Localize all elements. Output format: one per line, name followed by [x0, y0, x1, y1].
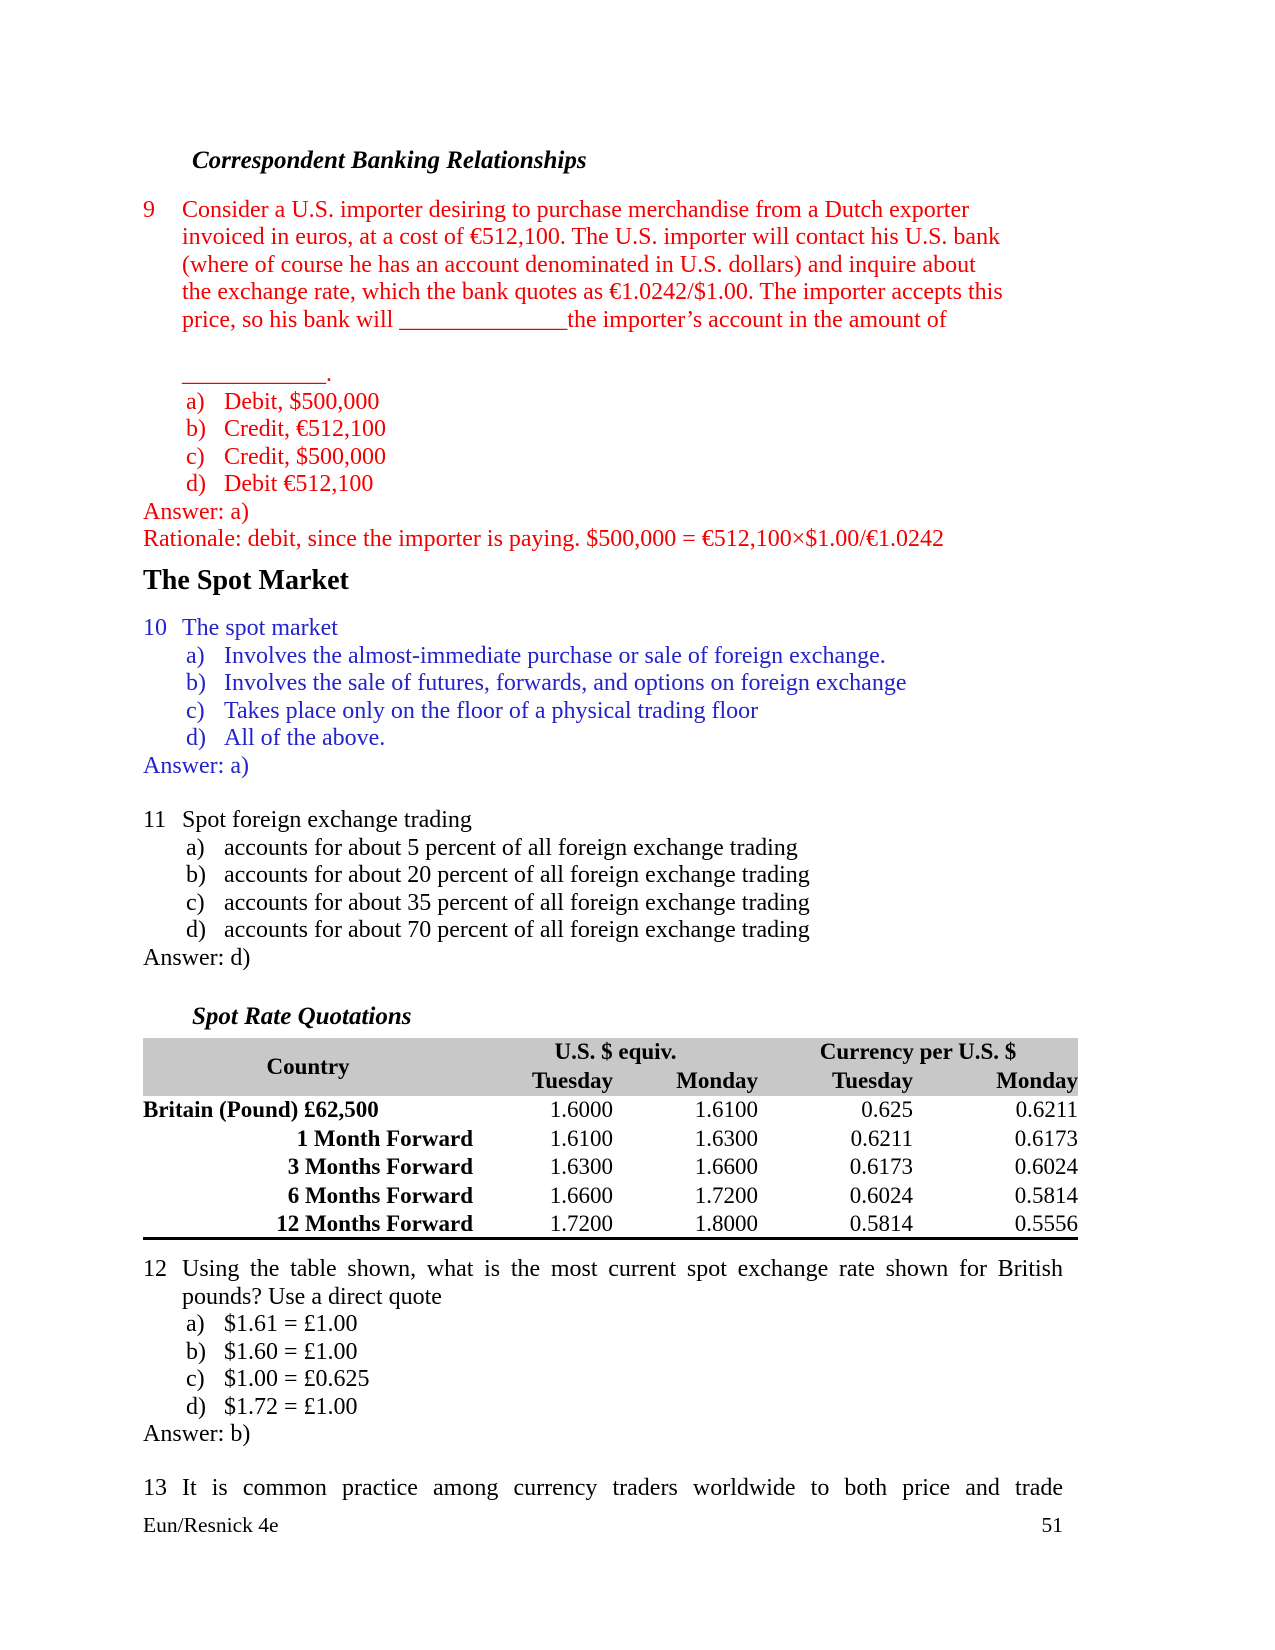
- option-text: Debit €512,100: [224, 471, 374, 497]
- option-letter: d): [186, 917, 206, 943]
- footer-book-title: Eun/Resnick 4e: [143, 1513, 279, 1537]
- table-row-12-months-forward: [143, 1210, 1078, 1239]
- question-number: 9: [143, 196, 155, 223]
- option-letter: b): [186, 1338, 206, 1365]
- option-letter: a): [186, 388, 205, 415]
- option-text: Credit, €512,100: [224, 416, 386, 442]
- option-letter: a): [186, 1311, 205, 1337]
- section-heading-correspondent-banking: Correspondent Banking Relationships: [192, 147, 587, 174]
- cell-value: 0.6211: [850, 1125, 914, 1151]
- page-footer: [143, 1512, 1063, 1540]
- option-letter: b): [186, 416, 206, 442]
- row-label: Britain (Pound) £62,500: [143, 1097, 379, 1122]
- footer-page-number: 51: [1041, 1513, 1063, 1537]
- option-a: [186, 835, 1063, 863]
- cell-value: 0.6024: [1014, 1154, 1079, 1179]
- question-number: 13: [143, 1474, 167, 1501]
- option-c: [186, 698, 1063, 726]
- col-group-currency-per-usd: Currency per U.S. $: [758, 1038, 1078, 1067]
- option-text: All of the above.: [224, 725, 386, 751]
- option-letter: c): [186, 1366, 205, 1392]
- question-line: Consider a U.S. importer desiring to purchase merchandise from a Dutch exporter: [182, 196, 970, 223]
- row-label: 6 Months Forward: [287, 1182, 473, 1208]
- option-a: [186, 643, 1063, 671]
- col-group-usd-equiv: U.S. $ equiv.: [473, 1038, 758, 1067]
- option-text: Involves the almost-immediate purchase or sale of foreign exchange.: [224, 642, 886, 669]
- col-header-monday: Monday: [613, 1067, 758, 1096]
- cell-value: 0.625: [861, 1097, 914, 1122]
- question-number: 11: [143, 807, 167, 833]
- question-number: 12: [143, 1256, 167, 1282]
- question-11: [143, 807, 1063, 972]
- question-line: Spot foreign exchange trading: [182, 807, 472, 833]
- cell-value: 0.6173: [849, 1154, 914, 1179]
- option-c: [186, 1366, 1063, 1394]
- option-c: [186, 890, 1063, 918]
- option-text: accounts for about 20 percent of all foreign exchange trading: [224, 862, 810, 888]
- option-text: accounts for about 70 percent of all foreign exchange trading: [224, 917, 810, 943]
- question-9: [143, 197, 1063, 554]
- option-text: Credit, $500,000: [224, 443, 386, 470]
- question-line: invoiced in euros, at a cost of €512,100. The U.S. importer will contact his U.S. bank: [182, 224, 1001, 250]
- option-letter: a): [186, 834, 205, 861]
- option-letter: a): [186, 642, 205, 669]
- cell-value: 1.6300: [694, 1125, 759, 1151]
- table-body: [143, 1096, 1078, 1239]
- table-row-3-months-forward: [143, 1153, 1078, 1182]
- cell-value: 1.6000: [549, 1097, 613, 1122]
- table-row-britain-pound: [143, 1096, 1078, 1125]
- question-line: It is common practice among currency traders worldwide to both price and trade: [182, 1474, 1063, 1501]
- question-line: (where of course he has an account denominated in U.S. dollars) and inquire about: [182, 251, 976, 278]
- options-list: [186, 1311, 1063, 1421]
- option-letter: c): [186, 697, 205, 724]
- option-text: $1.61 = £1.00: [224, 1311, 358, 1337]
- question-line: The spot market: [182, 615, 338, 641]
- col-header-tuesday: Tuesday: [473, 1067, 613, 1096]
- row-label: 1 Month Forward: [296, 1125, 473, 1151]
- table-header: [143, 1038, 1078, 1096]
- row-label: 12 Months Forward: [276, 1210, 473, 1236]
- option-text: $1.00 = £0.625: [224, 1366, 370, 1392]
- option-letter: d): [186, 725, 206, 751]
- question-13-stem: [143, 1475, 1063, 1503]
- question-9-stem: [143, 197, 1063, 335]
- cell-value: 0.5556: [1014, 1210, 1079, 1236]
- col-header-country: Country: [143, 1038, 473, 1096]
- option-d: [186, 1394, 1063, 1422]
- option-b: [186, 1339, 1063, 1367]
- option-letter: d): [186, 1393, 206, 1420]
- question-11-stem: [143, 807, 1063, 835]
- question-text: [182, 197, 1063, 335]
- spot-rate-table: [143, 1038, 1078, 1241]
- answer-text: Answer: d): [143, 944, 251, 971]
- cell-value: 1.7200: [694, 1182, 759, 1208]
- answer-text: Answer: a): [143, 752, 249, 779]
- option-text: $1.72 = £1.00: [224, 1393, 358, 1420]
- option-b: [186, 416, 1063, 444]
- options-list: [186, 389, 1063, 499]
- option-text: $1.60 = £1.00: [224, 1338, 358, 1365]
- question-line: price, so his bank will ______________the importer’s account in the amount of: [182, 306, 947, 333]
- option-letter: c): [186, 443, 205, 470]
- options-list: [186, 835, 1063, 945]
- cell-value: 0.5814: [849, 1210, 914, 1236]
- question-number: 10: [143, 615, 167, 641]
- option-a: [186, 1311, 1063, 1339]
- blank-answer-line: ____________.: [182, 361, 332, 387]
- option-d: [186, 725, 1063, 753]
- cell-value: 0.6173: [1014, 1125, 1079, 1151]
- answer-text: Answer: b): [143, 1421, 251, 1447]
- question-text: [182, 807, 1063, 835]
- question-13: [143, 1475, 1063, 1503]
- option-b: [186, 862, 1063, 890]
- option-letter: b): [186, 862, 206, 888]
- options-list: [186, 643, 1063, 753]
- cell-value: 1.6600: [549, 1182, 613, 1208]
- cell-value: 0.6211: [1015, 1097, 1079, 1122]
- question-text: [182, 1256, 1063, 1311]
- question-text: [182, 615, 1063, 643]
- option-letter: c): [186, 889, 205, 916]
- cell-value: 1.6100: [694, 1097, 759, 1122]
- option-d: [186, 917, 1063, 945]
- cell-value: 1.6100: [549, 1125, 613, 1151]
- section-heading-spot-market: The Spot Market: [143, 564, 349, 596]
- option-letter: d): [186, 471, 206, 497]
- cell-value: 0.6024: [849, 1182, 914, 1208]
- option-text: Takes place only on the floor of a physical trading floor: [224, 697, 759, 724]
- row-label: 3 Months Forward: [287, 1154, 473, 1179]
- cell-value: 1.7200: [549, 1210, 613, 1236]
- option-d: [186, 471, 1063, 499]
- option-letter: b): [186, 670, 206, 696]
- col-header-monday-2: Monday: [913, 1067, 1078, 1096]
- cell-value: 1.6300: [549, 1154, 613, 1179]
- option-a: [186, 389, 1063, 417]
- cell-value: 1.6600: [694, 1154, 759, 1179]
- cell-value: 0.5814: [1014, 1182, 1079, 1208]
- table-row-6-months-forward: [143, 1181, 1078, 1210]
- col-header-tuesday-2: Tuesday: [758, 1067, 913, 1096]
- option-text: accounts for about 5 percent of all foreign exchange trading: [224, 834, 798, 861]
- question-line: the exchange rate, which the bank quotes as €1.0242/$1.00. The importer accepts this: [182, 279, 1003, 305]
- question-line: Using the table shown, what is the most current spot exchange rate shown for British: [182, 1256, 1063, 1282]
- option-b: [186, 670, 1063, 698]
- question-10-stem: [143, 615, 1063, 643]
- table-row-1-month-forward: [143, 1124, 1078, 1153]
- option-text: Debit, $500,000: [224, 388, 380, 415]
- section-heading-spot-rate-quotations: Spot Rate Quotations: [192, 1003, 412, 1030]
- option-c: [186, 444, 1063, 472]
- question-text: [182, 1475, 1063, 1503]
- question-line: pounds? Use a direct quote: [182, 1283, 442, 1310]
- answer-text: Answer: a): [143, 498, 249, 525]
- rationale-text: Rationale: debit, since the importer is paying. $500,000 = €512,100×$1.00/€1.0242: [143, 526, 944, 552]
- option-text: Involves the sale of futures, forwards, and options on foreign exchange: [224, 670, 907, 696]
- option-text: accounts for about 35 percent of all foreign exchange trading: [224, 889, 810, 916]
- question-10: [143, 615, 1063, 780]
- question-12: [143, 1256, 1063, 1449]
- cell-value: 1.8000: [694, 1210, 759, 1236]
- question-12-stem: [143, 1256, 1063, 1311]
